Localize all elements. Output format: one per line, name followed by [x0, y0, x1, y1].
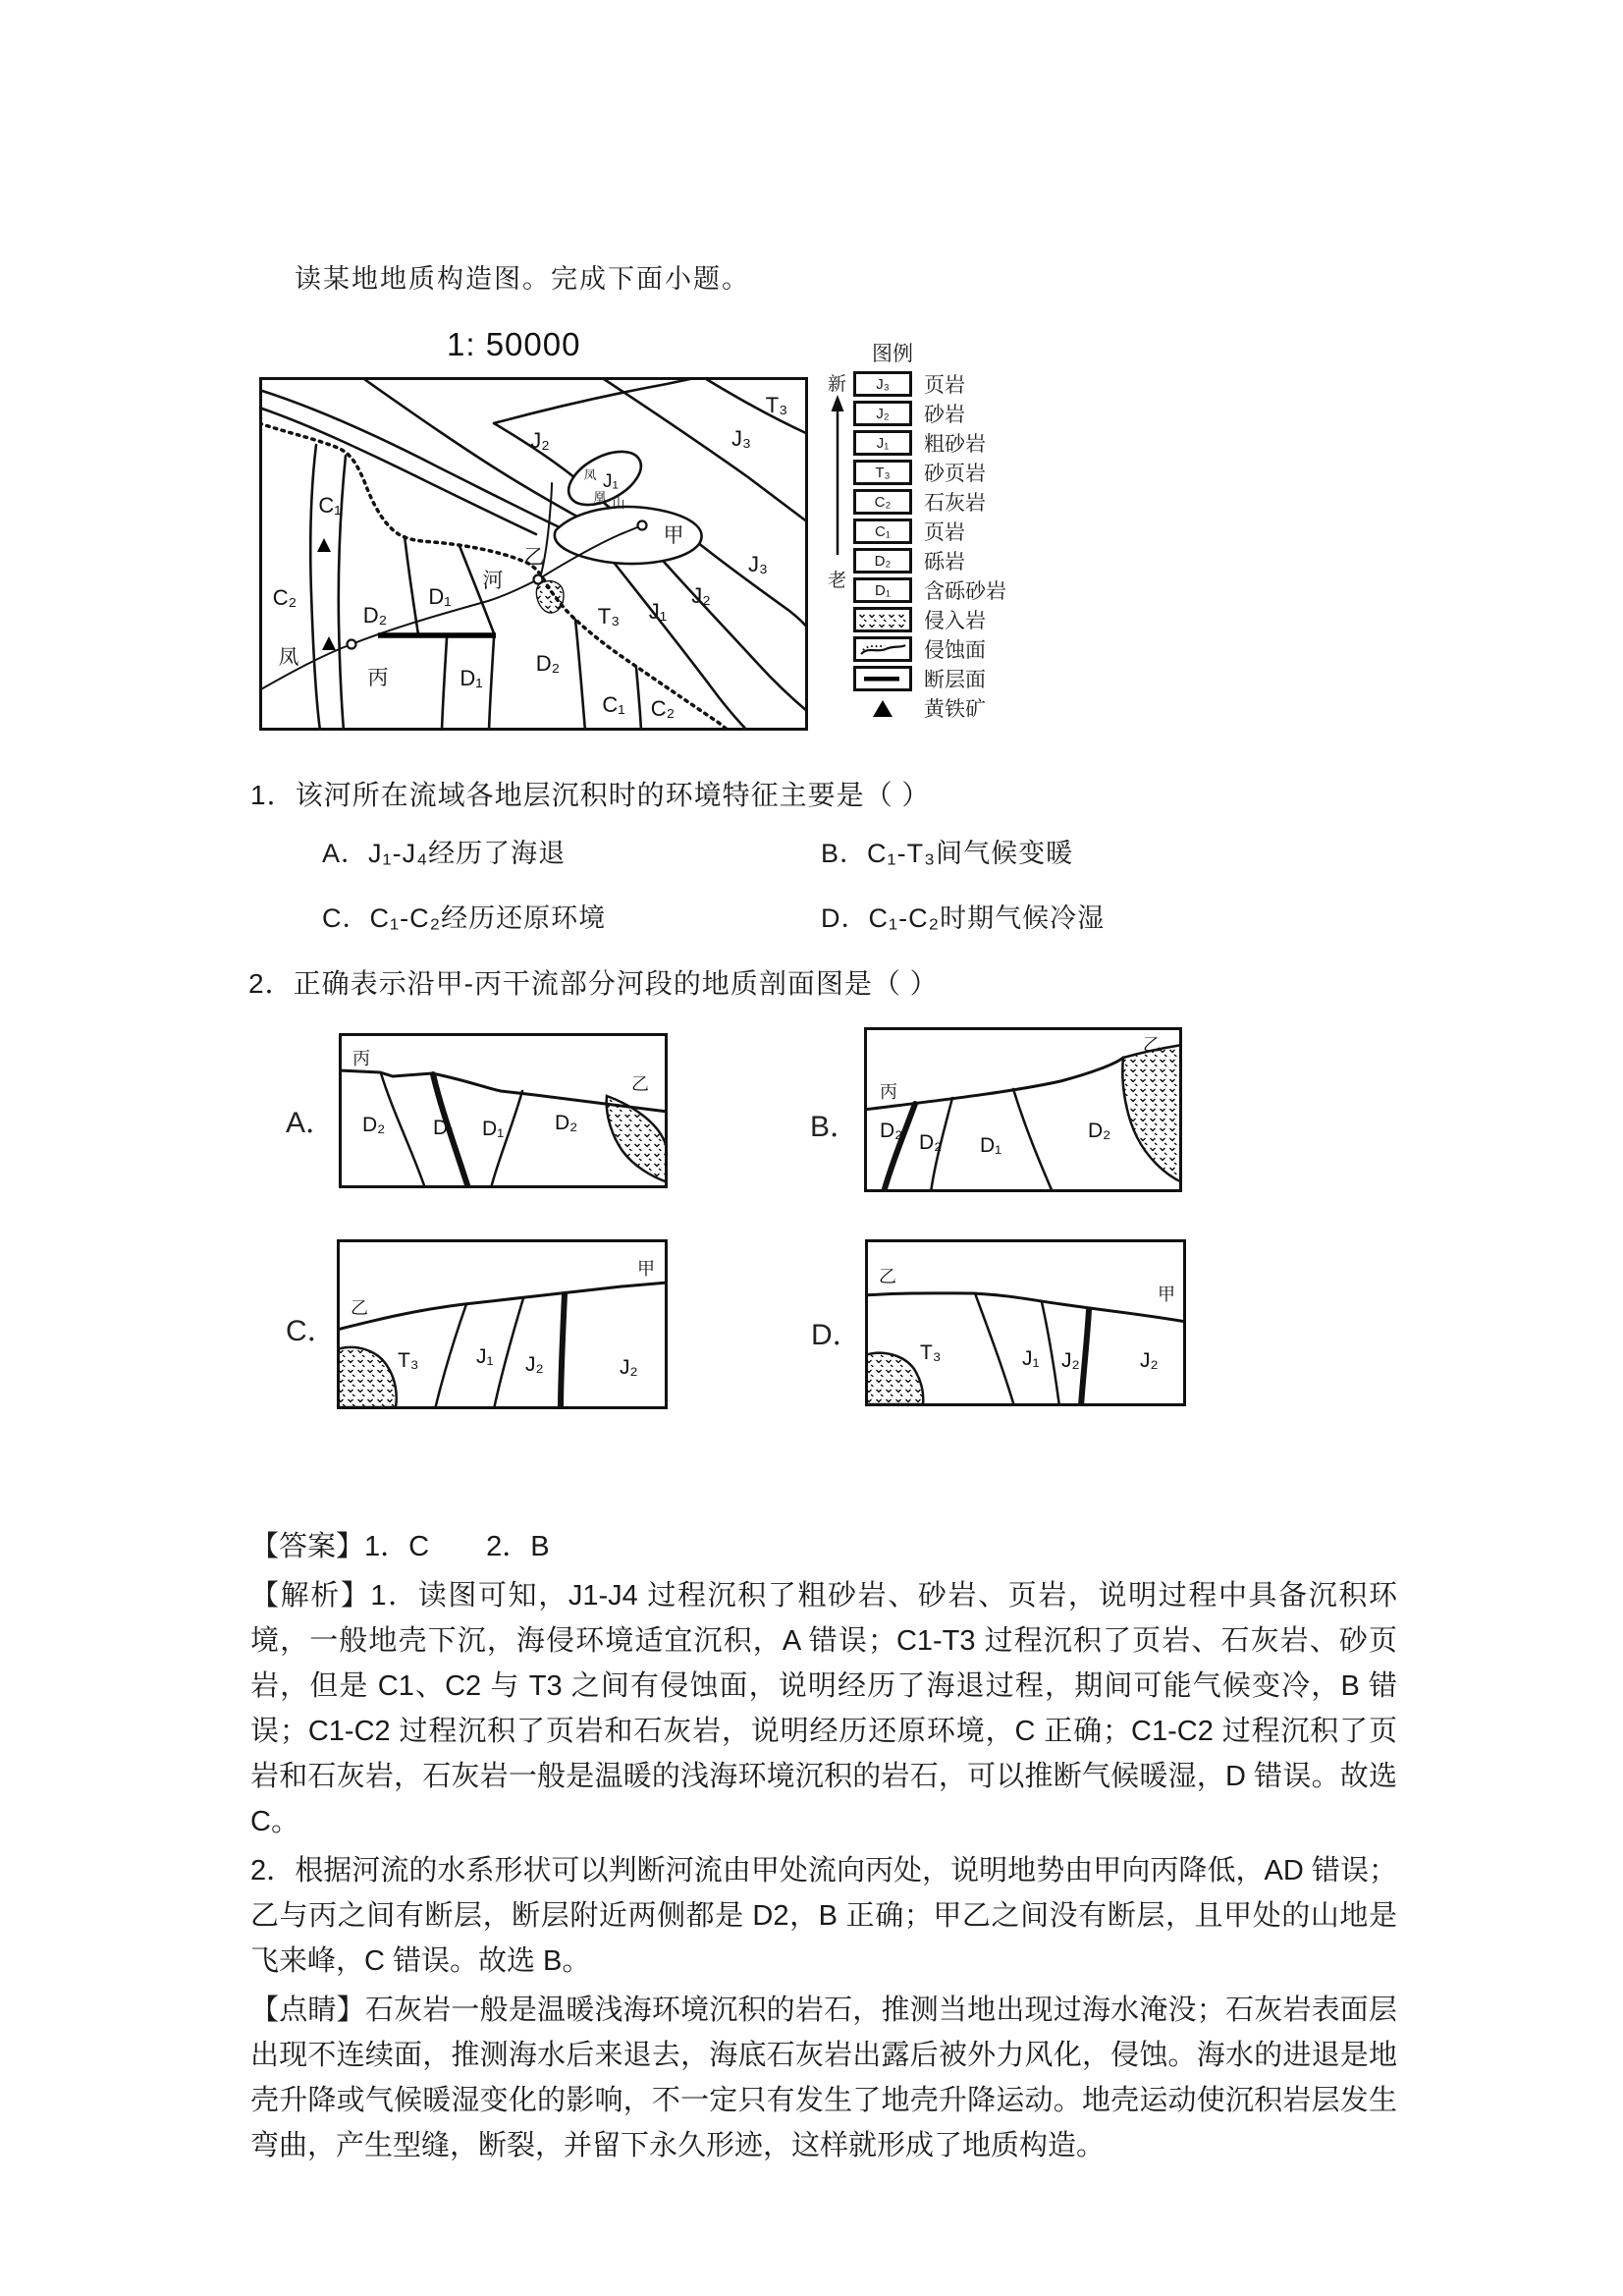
- legend-older-label: 老: [828, 571, 847, 591]
- question-1-option-c: C．C₁-C₂经历还原环境: [322, 903, 607, 933]
- map-label: J₂: [530, 428, 550, 453]
- legend-item-row: [853, 371, 965, 397]
- tip-paragraph: 【点睛】石灰岩一般是温暖浅海环境沉积的岩石，推测当地出现过海水淹没；石灰岩表面层出现不连续面，推测海水后来退去，海底石灰岩出露后被外力风化，侵蚀。海水的进退是地壳升降或气候暖湿变化的影响，不一定只有发生了地壳升降运动。地壳运动使沉积岩层发生弯曲，产生型缝，断裂，并留下永久形迹，这样就形成了地质构造。: [250, 1995, 1397, 2161]
- legend-item-label: 砾岩: [924, 551, 965, 574]
- fault-plane-icon: [858, 672, 907, 685]
- section-label: D₂: [1088, 1120, 1111, 1142]
- question-2-text: 2．正确表示沿甲-丙干流部分河段的地质剖面图是（ ）: [248, 968, 939, 999]
- section-label: J₁: [476, 1345, 494, 1368]
- legend-swatch-d2: D₂: [853, 548, 912, 574]
- section-label: D₂: [880, 1120, 903, 1142]
- legend-swatch-j2: J₂: [853, 401, 912, 426]
- legend-item-row: [853, 548, 965, 574]
- legend-item-row: [853, 666, 986, 691]
- map-label-river: 河: [482, 570, 504, 592]
- age-arrow-icon: [830, 395, 845, 558]
- erosion-surface-icon: [858, 640, 907, 658]
- legend-swatch-j3: J₃: [853, 371, 912, 397]
- answer-line: 【答案】1．C 2．B: [250, 1531, 550, 1562]
- legend-item-row: [853, 695, 986, 721]
- legend-item-row: [853, 577, 1006, 603]
- map-label: D₂: [362, 603, 388, 628]
- legend-item-row: [853, 607, 986, 632]
- intrusive-rock-swatch: [853, 607, 912, 632]
- section-a-letter: A．: [286, 1107, 336, 1139]
- section-label: 丙: [880, 1082, 897, 1102]
- cross-section-c: [337, 1239, 668, 1409]
- legend-item-row: [853, 401, 965, 426]
- legend-item-label: 页岩: [924, 374, 965, 397]
- legend-item-label: 砂页岩: [924, 463, 986, 485]
- solution-block: [250, 1524, 1397, 2172]
- map-label: C₂: [650, 696, 676, 721]
- map-label-small: 凤: [583, 467, 597, 482]
- point-yi-circle: [534, 575, 543, 584]
- legend-item-label: 石灰岩: [924, 492, 986, 515]
- map-label-small: 凰: [593, 490, 607, 505]
- legend-item-label: 含砾砂岩: [924, 580, 1006, 603]
- pyrite-triangle-icon: [873, 700, 893, 717]
- legend-item-label: 黄铁矿: [924, 698, 986, 721]
- map-label: D₂: [535, 651, 561, 676]
- legend-item-label: 砂岩: [924, 404, 965, 426]
- section-label: D₂: [919, 1131, 943, 1154]
- section-label: D₂: [362, 1114, 386, 1136]
- legend-swatch-c2: C₂: [853, 489, 912, 515]
- map-label: D₁: [428, 584, 452, 609]
- point-bing-circle: [348, 640, 356, 649]
- legend-swatch-d1: D₁: [853, 577, 912, 603]
- analysis-paragraph-2: 2．根据河流的水系形状可以判断河流由甲处流向丙处，说明地势由甲向丙降低，AD 错误；乙与丙之间有断层，断层附近两侧都是 D2，B 正确；甲乙之间没有断层，且甲处的山地是飞来峰，C 错误。故选 B。: [250, 1855, 1397, 1977]
- point-jia-circle: [638, 521, 647, 530]
- fault-plane-swatch: [853, 666, 912, 691]
- analysis-paragraph-1: 【解析】1．读图可知，J1-J4 过程沉积了粗砂岩、砂岩、页岩，说明过程中具备沉积环境，一般地壳下沉，海侵环境适宜沉积，A 错误；C1-T3 过程沉积了页岩、石灰岩、砂页岩，但是 C1、C2 与 T3 之间有侵蚀面，说明经历了海退过程，期间可能气候变冷，B 错误；C1-C2 过程沉积了页岩和石灰岩，说明经历还原环境，C 正确；C1-C2 过程沉积了页岩和石灰岩，石灰岩一般是温暖的浅海环境沉积的岩石，可以推断气候暖湿，D 错误。故选 C。: [250, 1580, 1397, 1837]
- cross-section-b: [864, 1027, 1182, 1192]
- map-label: J₃: [731, 426, 751, 451]
- question-1-option-b: B．C₁-T₃间气候变暖: [821, 839, 1074, 868]
- cross-section-d: [865, 1239, 1186, 1406]
- section-label: 乙: [879, 1267, 896, 1286]
- cross-section-a: [339, 1033, 668, 1188]
- map-label: C₂: [272, 585, 298, 610]
- section-label: T₃: [920, 1341, 942, 1364]
- legend-item-row: [853, 430, 986, 456]
- legend-item-row: [853, 636, 986, 662]
- legend-item-label: 页岩: [924, 521, 965, 544]
- legend-item-row: [853, 519, 965, 544]
- map-label: D₁: [460, 666, 483, 690]
- map-label-jia: 甲: [663, 524, 684, 547]
- map-label: T₃: [765, 393, 788, 417]
- legend-item-label: 断层面: [924, 669, 986, 691]
- legend-item-row: [853, 489, 986, 515]
- legend: [828, 338, 1112, 750]
- section-label: D₁: [433, 1117, 456, 1139]
- question-1-text: 1．该河所在流域各地层沉积时的环境特征主要是（ ）: [250, 780, 931, 810]
- map-label: C₁: [318, 493, 342, 518]
- section-label: J₂: [525, 1353, 544, 1376]
- map-label-feng: 凤: [278, 646, 299, 669]
- section-d-letter: D．: [811, 1319, 862, 1351]
- map-label: C₁: [602, 692, 625, 717]
- section-label: 乙: [351, 1298, 368, 1318]
- question-1-option-d: D．C₁-C₂时期气候冷湿: [821, 903, 1106, 933]
- section-label: D₁: [482, 1118, 505, 1140]
- question-1-option-a: A．J₁-J₄经历了海退: [322, 839, 567, 868]
- pyrite-swatch: [853, 700, 912, 717]
- erosion-surface-swatch: [853, 636, 912, 662]
- map-label: J₁: [603, 471, 619, 492]
- map-label: T₃: [597, 604, 621, 629]
- map-label-bing: 丙: [367, 667, 389, 689]
- map-label-small: 山: [612, 496, 625, 511]
- geologic-map: [259, 377, 808, 731]
- legend-item-row: [853, 460, 986, 485]
- map-label: J₃: [748, 552, 768, 576]
- section-label: 甲: [637, 1259, 655, 1279]
- section-label: 乙: [631, 1074, 649, 1094]
- legend-item-label: 侵入岩: [924, 610, 986, 632]
- section-label: 丙: [352, 1049, 370, 1068]
- section-label: D₁: [980, 1134, 1002, 1157]
- map-label: J₂: [691, 583, 711, 608]
- legend-title: 图例: [872, 343, 913, 365]
- map-scale-label: 1: 50000: [447, 326, 581, 362]
- legend-newer-label: 新: [828, 374, 847, 395]
- map-label-yi: 乙: [523, 546, 545, 569]
- section-c-letter: C．: [286, 1315, 337, 1347]
- legend-swatch-c1: C₁: [853, 519, 912, 544]
- map-label: J₁: [648, 599, 668, 624]
- intrusive-pattern-icon: [858, 612, 907, 628]
- section-label: J₂: [620, 1356, 638, 1379]
- legend-swatch-j1: J₁: [853, 430, 912, 456]
- section-label: 甲: [1158, 1285, 1175, 1304]
- section-label: T₃: [398, 1349, 419, 1372]
- legend-swatch-t3: T₃: [853, 460, 912, 485]
- legend-item-label: 侵蚀面: [924, 639, 986, 662]
- section-b-letter: B．: [810, 1111, 860, 1143]
- intro-text: 读某地地质构造图。完成下面小题。: [295, 264, 750, 294]
- section-label: J₁: [1022, 1347, 1040, 1370]
- section-label: D₂: [555, 1112, 578, 1134]
- section-label: J₂: [1140, 1349, 1159, 1372]
- section-label: 乙: [1143, 1035, 1161, 1055]
- legend-item-label: 粗砂岩: [924, 433, 986, 456]
- section-label: J₂: [1061, 1349, 1080, 1372]
